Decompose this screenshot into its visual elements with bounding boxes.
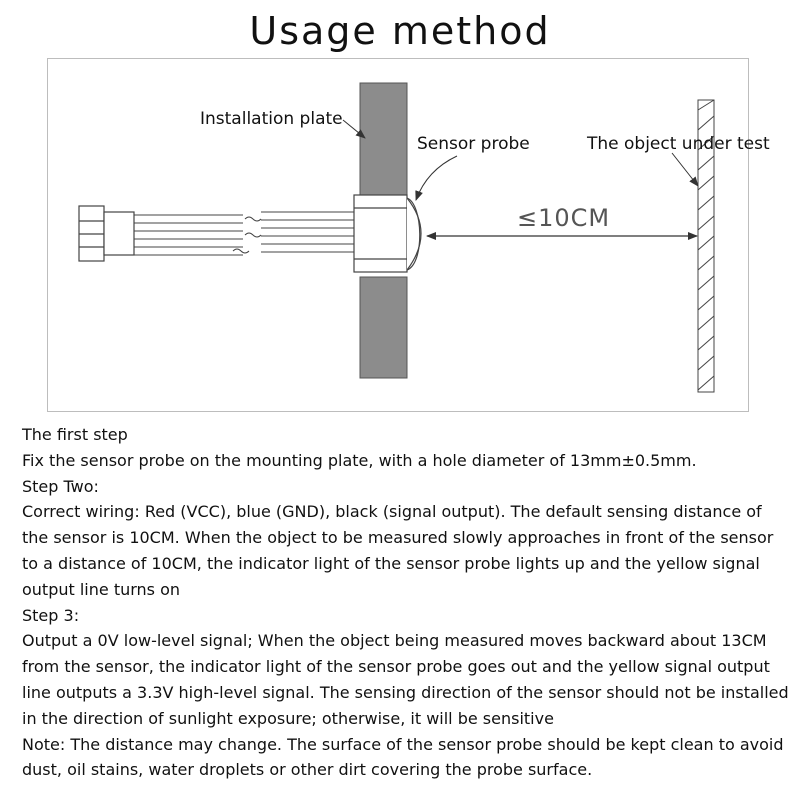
step-1-heading: The first step (22, 425, 128, 444)
installation-plate-bottom (360, 277, 407, 378)
installation-plate-label: Installation plate (200, 109, 343, 129)
page-title: Usage method (249, 9, 551, 53)
step-3-heading: Step 3: (22, 605, 80, 625)
connector (79, 206, 134, 261)
step-1-text: Fix the sensor probe on the mounting plate, with a hole diameter of 13mm±0.5mm. (22, 450, 697, 470)
step-3-text: Output a 0V low-level signal; When the object being measured moves backward about 13CM from the sensor, the indicator light of the sensor probe goes out and the yellow signal output line outputs a 3.3V high-level signal. The sensing direction of the sensor should not be installed in the direction of sunlight exposure; otherwise, it will be sensitive (22, 631, 789, 728)
object-under-test-label: The object under test (587, 134, 770, 154)
instructions (22, 422, 792, 783)
installation-plate-top (360, 83, 407, 203)
step-2-heading: Step Two: (22, 476, 99, 496)
sensor-probe (354, 195, 421, 272)
usage-diagram (47, 58, 770, 412)
step-2-text: Correct wiring: Red (VCC), blue (GND), black (signal output). The default sensing distance of the sensor is 10CM. When the object to be measured slowly approaches in front of the sensor to a distance of 10CM, the indicator light of the sensor probe lights up and the yellow signal output line turns on (22, 502, 774, 599)
sensor-probe-label: Sensor probe (417, 134, 530, 154)
diagram-drawing (47, 58, 749, 412)
distance-label: ≤10CM (517, 204, 611, 232)
note-text: Note: The distance may change. The surface of the sensor probe should be kept clean to avoid dust, oil stains, water droplets or other dirt covering the probe surface. (22, 734, 784, 780)
